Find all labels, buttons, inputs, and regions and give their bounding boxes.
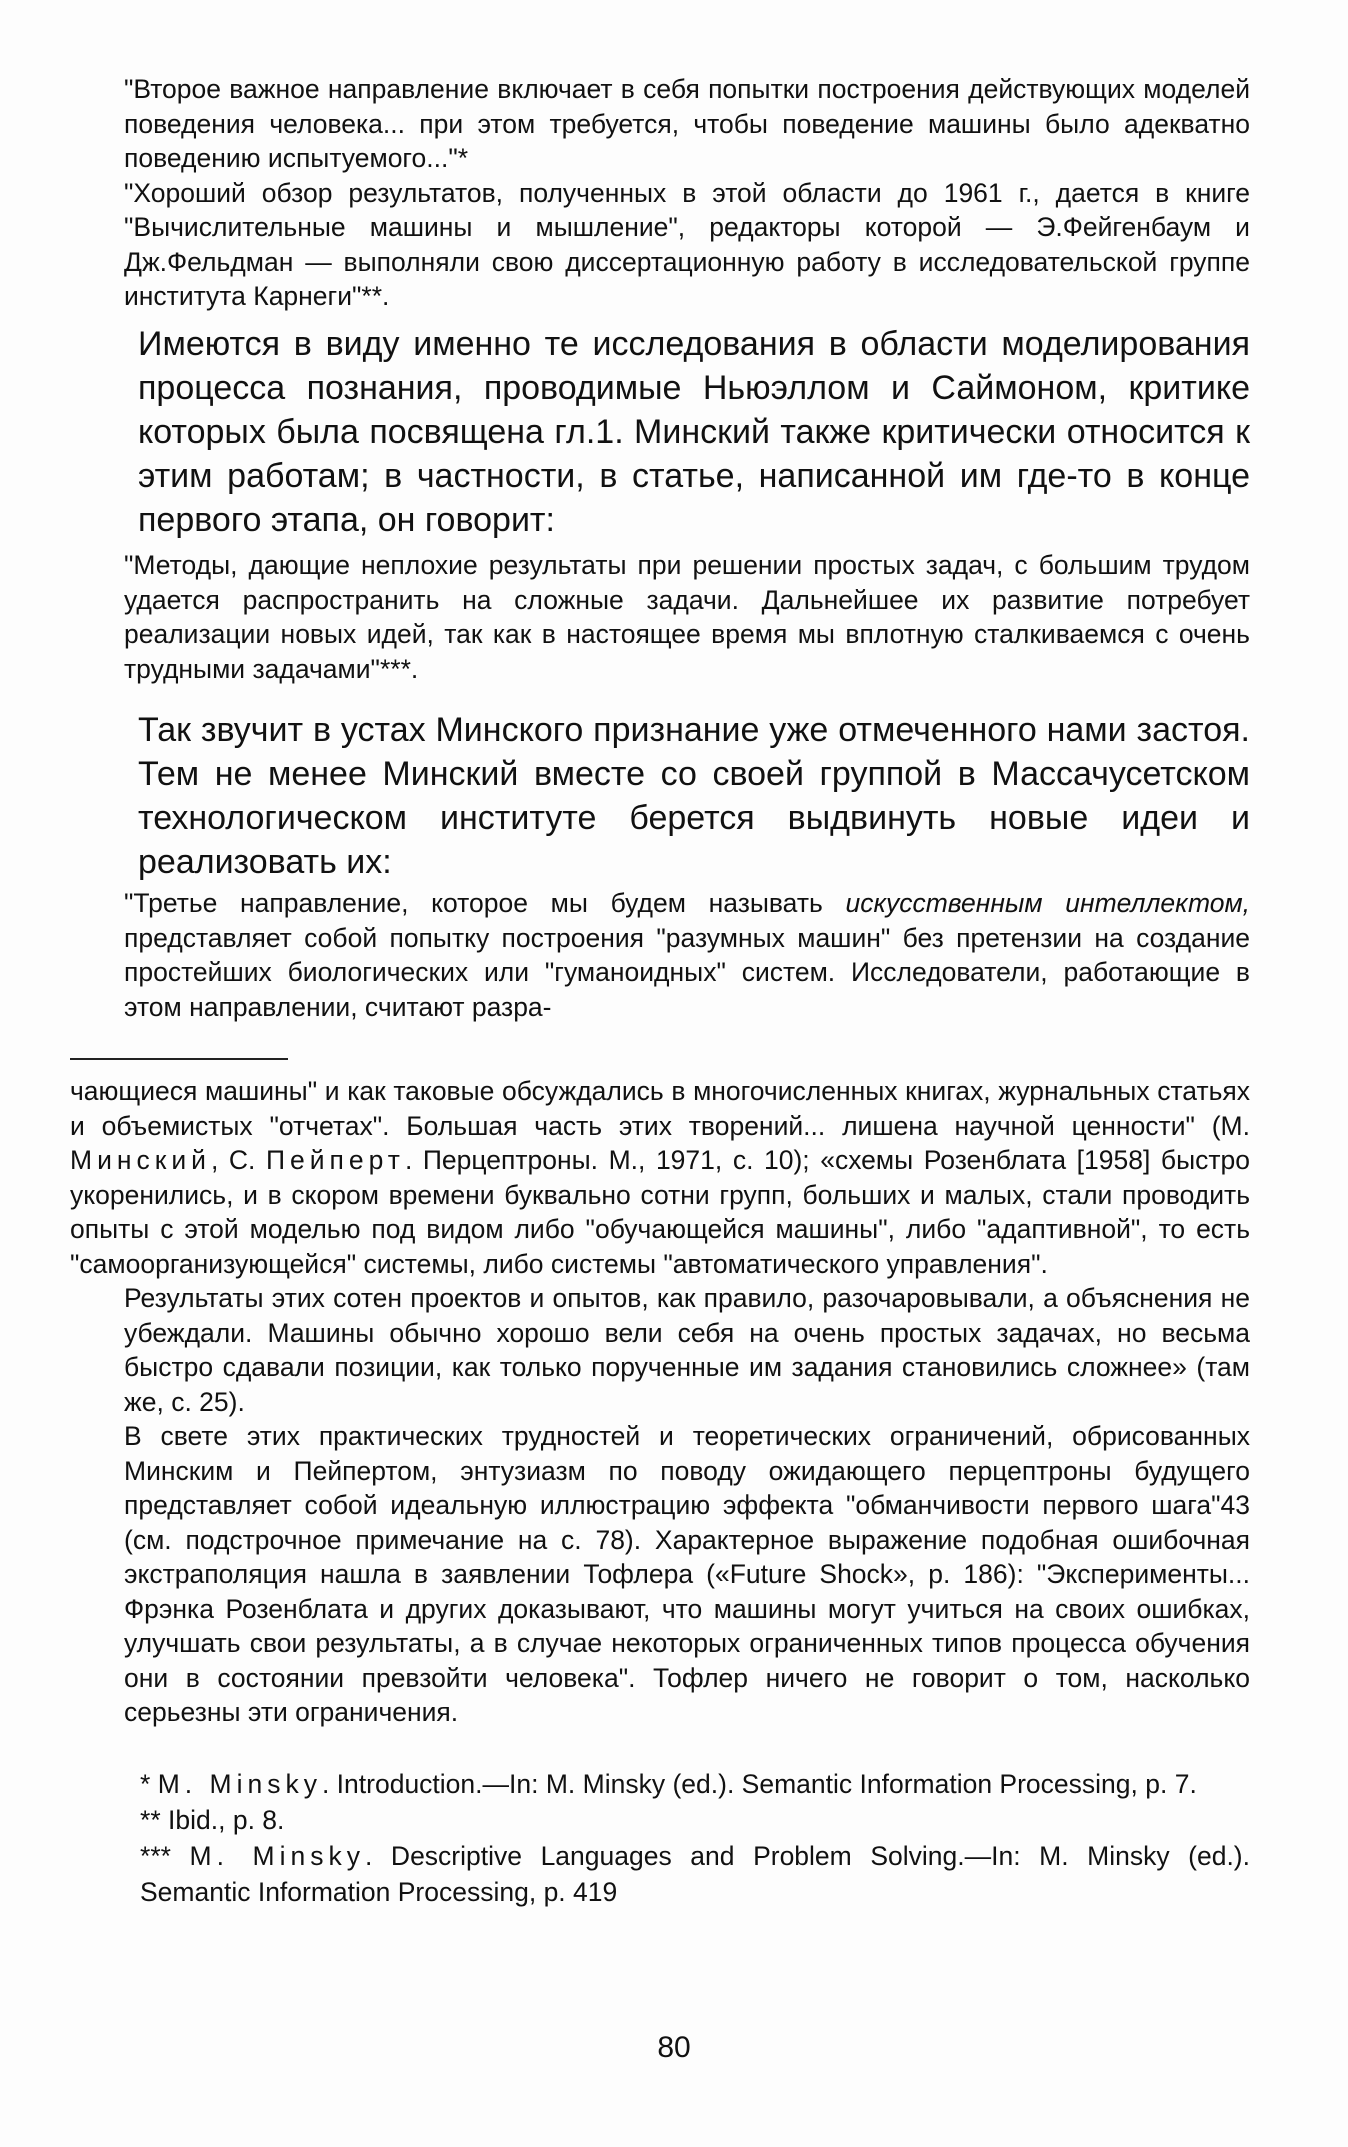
footnote-separator xyxy=(70,1058,288,1060)
footnote-2 xyxy=(70,1802,1250,1838)
author-name: Пейперт xyxy=(265,1145,405,1175)
quote-block-3 xyxy=(70,886,1250,1024)
footnote-text: . Introduction.—In: M. Minsky (ed.). Semantic Information Processing, p. 7. xyxy=(321,1769,1197,1799)
quote-paragraph: "Второе важное направление включает в себя попытки построения действующих моделей поведения человека... при этом требуется, чтобы поведение машины было адекватно поведению испытуемого..."* xyxy=(124,74,1250,173)
footnote-text: Ibid., p. 8. xyxy=(168,1805,285,1835)
footnote-text: , С. xyxy=(210,1145,266,1175)
author-name: M. Minsky xyxy=(157,1769,322,1799)
page-number: 80 xyxy=(657,2031,691,2064)
quote-block-1 xyxy=(70,72,1250,314)
footnote-mark: *** xyxy=(140,1841,171,1871)
quote-open: "Третье направление, которое мы будем называть xyxy=(124,888,846,918)
footnote-mark: * xyxy=(140,1769,151,1799)
body-paragraph-2 xyxy=(70,708,1250,884)
footnotes xyxy=(70,1766,1250,1910)
author-name: Минский xyxy=(70,1145,211,1175)
footnote-text: . Descriptive Languages and Problem Solving.—In: M. Minsky (ed.). Semantic Information Processing, p. 419 xyxy=(140,1841,1250,1907)
quote-paragraph xyxy=(70,886,1250,1024)
footnote-text: . Перцептроны. М., 1971, с. 10); «схемы Розенблата [1958] быстро укоренились, и в скором времени буквально сотни групп, больших и малых, стали проводить опыты с этой моделью под видом либо "обучающейся машины", либо "адаптивной", то есть "самоорганизующейся" системы, либо системы "автоматического управления". xyxy=(70,1145,1250,1279)
quote-italic: искусственным интеллектом, xyxy=(845,888,1251,918)
quote-rest: представляет собой попытку построения "разумных машин" без претензии на создание простейших биологических или "гуманоидных" систем. Исследователи, работающие в этом направлении, считают разра- xyxy=(124,922,1250,1022)
footnote-text: чающиеся машины" и как таковые обсуждались в многочисленных книгах, журнальных статьях и объемистых "отчетах". Большая часть этих творений... лишена научной ценности" (М. xyxy=(70,1076,1250,1141)
quote-paragraph: "Хороший обзор результатов, полученных в этой области до 1961 г., дается в книге "Вычислительные машины и мышление", редакторы которой — Э.Фейгенбаум и Дж.Фельдман — выполняли свою диссертационную работу в исследовательской группе института Карнеги"**. xyxy=(124,177,1250,311)
quote-paragraph: "Методы, дающие неплохие результаты при решении простых задач, с большим трудом удается распространить на сложные задачи. Дальнейшее их развитие потребует реализации новых идей, так как в настоящее время мы вплотную сталкиваемся с очень трудными задачами"***. xyxy=(124,550,1250,684)
body-text: Имеются в виду именно те исследования в области моделирования процесса познания, проводимые Ньюэллом и Саймоном, критике которых была посвящена гл.1. Минский также критически относится к этим работам; в частности, в статье, написанной им где-то в конце первого этапа, он говорит: xyxy=(138,325,1250,539)
author-name: M. Minsky xyxy=(189,1841,365,1871)
footnote-mark: ** xyxy=(140,1805,161,1835)
quote-block-2 xyxy=(70,548,1250,686)
body-text: Так звучит в устах Минского признание уже отмеченного нами застоя. Тем не менее Минский вместе со своей группой в Массачусетском технологическом институте берется выдвинуть новые идеи и реализовать их: xyxy=(138,711,1250,881)
body-paragraph-1 xyxy=(70,322,1250,542)
footnote-continuation xyxy=(70,1074,1250,1730)
footnote-1 xyxy=(70,1766,1250,1802)
footnote-paragraph xyxy=(70,1074,1250,1281)
footnote-3 xyxy=(70,1838,1250,1910)
footnote-paragraph: Результаты этих сотен проектов и опытов, как правило, разочаровывали, а объяснения не убеждали. Машины обычно хорошо вели себя на очень простых задачах, но весьма быстро сдавали позиции, как только порученные им задания становились сложнее» (там же, с. 25). xyxy=(124,1283,1250,1417)
footnote-paragraph: В свете этих практических трудностей и теоретических ограничений, обрисованных Минским и Пейпертом, энтузиазм по поводу ожидающего перцептроны будущего представляет собой идеальную иллюстрацию эффекта "обманчивости первого шага"43 (см. подстрочное примечание на с. 78). Характерное выражение подобная ошибочная экстраполяция нашла в заявлении Тофлера («Future Shock», p. 186): "Эксперименты... Фрэнка Розенблата и других доказывают, что машины могут учиться на своих ошибках, улучшать свои результаты, а в случае некоторых ограниченных типов процесса обучения они в состоянии превзойти человека". Тофлер ничего не говорит о том, насколько серьезны эти ограничения. xyxy=(124,1421,1250,1727)
